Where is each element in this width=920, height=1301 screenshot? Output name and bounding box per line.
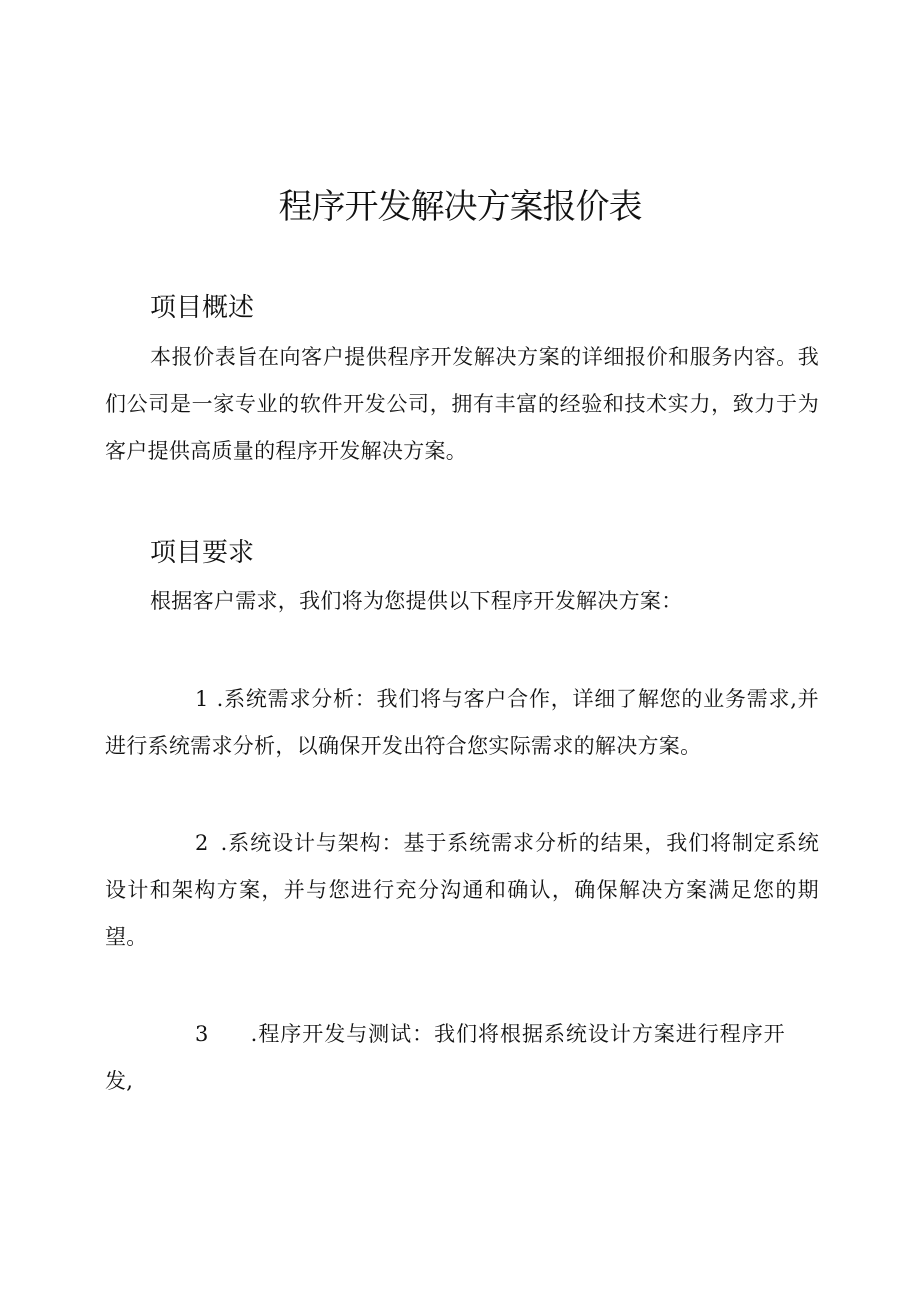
section-heading-requirements: 项目要求 (150, 538, 255, 568)
list-item-text: .程序开发与测试：我们将根据系统设计方案进行程序开发, (105, 1022, 785, 1093)
list-item-3 (105, 1011, 785, 1105)
overview-paragraph: 本报价表旨在向客户提供程序开发解决方案的详细报价和服务内容。我们公司是一家专业的软件开发公司，拥有丰富的经验和技术实力，致力于为客户提供高质量的程序开发解决方案。 (105, 345, 819, 463)
list-item-2 (105, 820, 819, 961)
section-heading-overview: 项目概述 (150, 293, 255, 323)
list-item-text: .系统需求分析：我们将与客户合作，详细了解您的业务需求,并进行系统需求分析，以确保开发出符合您实际需求的解决方案。 (105, 687, 819, 758)
list-item-number: 1 (195, 687, 209, 711)
list-item-1 (105, 676, 819, 770)
requirements-intro: 根据客户需求，我们将为您提供以下程序开发解决方案： (150, 589, 683, 613)
page-title: 程序开发解决方案报价表 (278, 187, 642, 227)
list-item-number: 3 (195, 1022, 209, 1046)
list-item-text: .系统设计与架构：基于系统需求分析的结果，我们将制定系统设计和架构方案，并与您进行充分沟通和确认，确保解决方案满足您的期望。 (105, 831, 819, 949)
list-item-number: 2 (195, 831, 209, 855)
